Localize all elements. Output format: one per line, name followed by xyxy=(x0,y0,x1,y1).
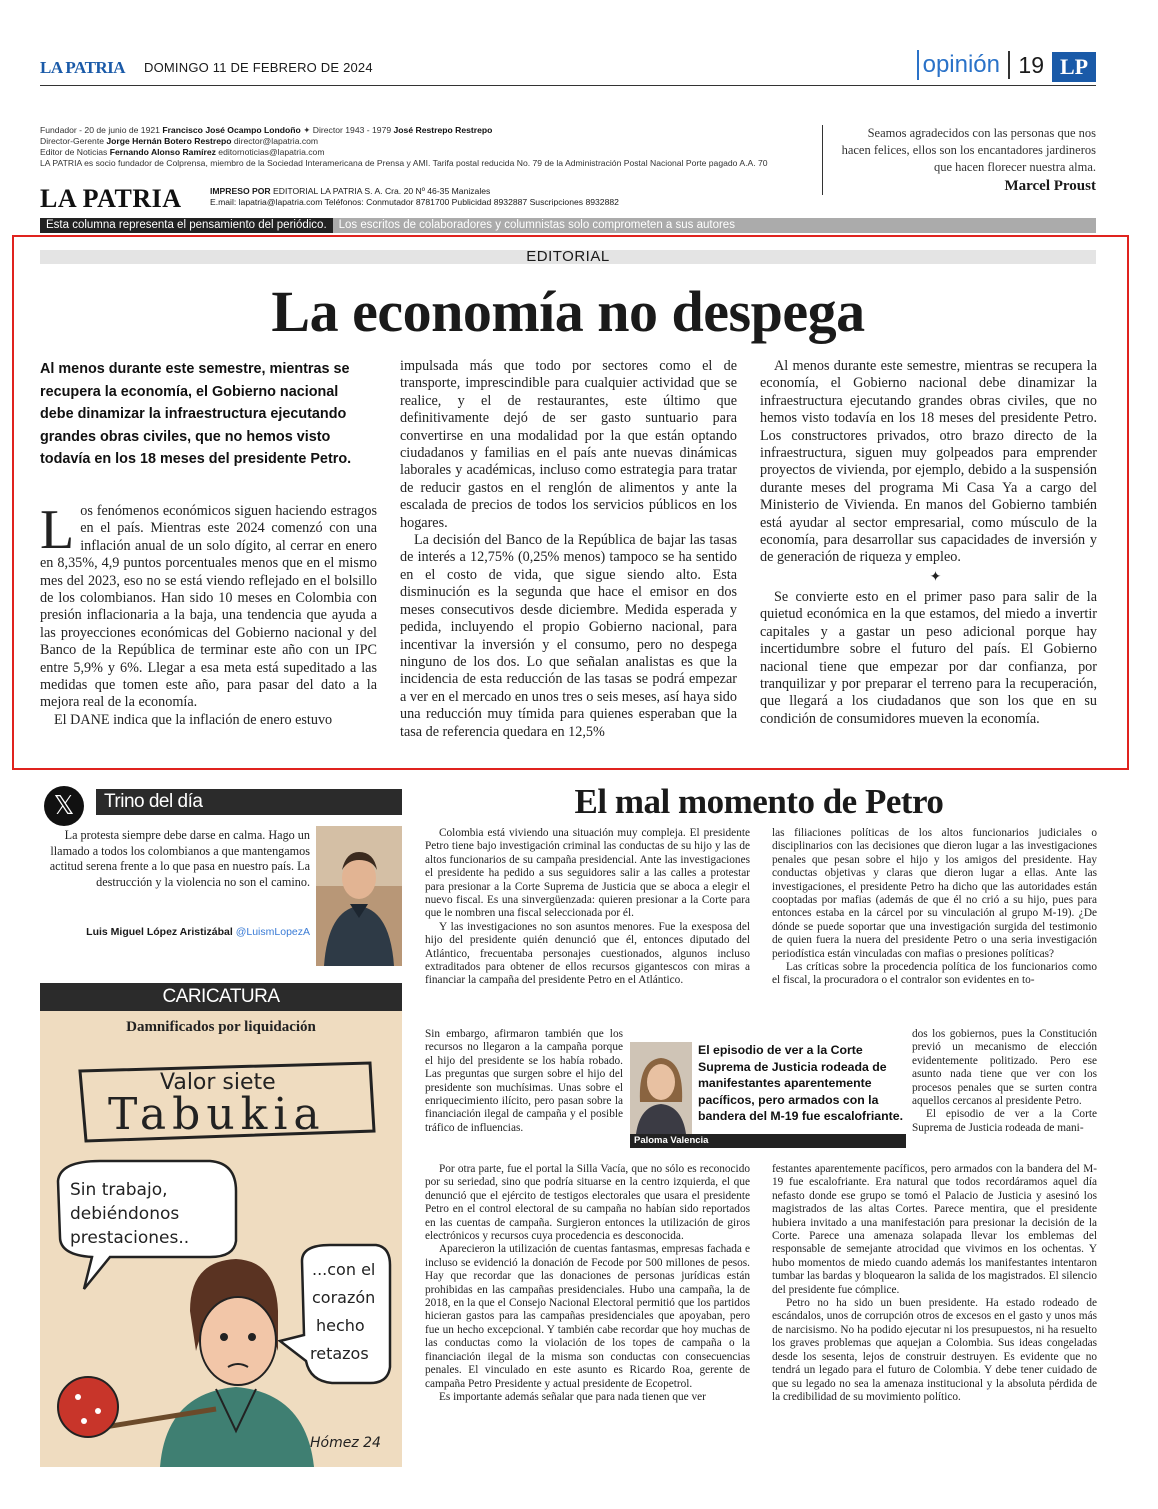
bubble-1-line-1: Sin trabajo, xyxy=(70,1180,168,1200)
column-paragraph: El episodio de ver a la Corte Suprema de Justicia rodeada de mani- xyxy=(912,1108,1097,1134)
lp-badge-icon: LP xyxy=(1052,52,1096,82)
column-body-right-bottom xyxy=(772,1163,1097,1404)
trino-heading: Trino del día xyxy=(96,789,402,815)
quote-text: Seamos agradecidos con las personas que nos hacen felices, ellos son los encantadores jardineros que hacen florecer nuestra alma. xyxy=(841,126,1096,174)
staff-line-membership: LA PATRIA es socio fundador de Colprensa, miembro de la Sociedad Interamericana de Prensa y AMI. Tarifa postal reducida No. 79 de la Administración Postal Nacional Porte pagado A.A. 70 xyxy=(40,158,768,168)
pull-quote-text: El episodio de ver a la Corte Suprema de Justicia rodeada de manifestantes aparentemente pacíficos, pero armados con la bandera del M-19 fue escalofriante. xyxy=(698,1043,904,1123)
editorial-column-3 xyxy=(760,358,1097,728)
editorial-lead: Al menos durante este semestre, mientras se recupera la economía, el Gobierno nacional debe dinamizar la infraestructura ejecutando grandes obras civiles, que no hemos visto todavía en los 18 meses del presidente Petro. xyxy=(40,361,352,467)
author-photo xyxy=(316,826,402,966)
columnist-photo xyxy=(630,1042,692,1134)
column-paragraph: Por otra parte, fue el portal la Silla Vacía, que no sólo es reconocido por su seriedad, sino que podría situarse en la centro izquierda, el que denunció que el ejército de testigos electorales que usara el presidente Petro en el control electoral de su campaña no habían sido reportados en las cuentas de campaña. Surgieron entonces la utilización de giros electrónicos y recursos cuya procedencia es desconocida. xyxy=(425,1163,750,1243)
column-paragraph: festantes aparentemente pacíficos, pero armados con la bandera del M-19 fue escalofriante. Era natural que todos recordáramos aquel día nefasto donde ese grupo se tomó el Palacio de Justicia y asesinó los magistrados de las altas Cortes. Parece mentira, que el presidente hubiera invitado a una manifestación para presionar la decisión de la Corte. Parece una amenaza solapada llevar los emblemas del responsable de semejante atrocidad que vivimos en los ochentas. Y hubo momentos de miedo cuando además los manifestantes intentaron tumbar las bardas y bloquearon la salida de los magistrados. El silencio del presidente fue cómplice. xyxy=(772,1163,1097,1296)
staff-line-editor: Editor de Noticias Fernando Alonso Ramírez editornoticias@lapatria.com xyxy=(40,147,325,157)
cartoon-title: Damnificados por liquidación xyxy=(126,1019,316,1035)
masthead-logo[interactable]: LA PATRIA xyxy=(40,58,126,77)
staff-logo-row xyxy=(40,184,800,213)
pull-quote xyxy=(630,1042,906,1146)
author-photo-illustration xyxy=(316,826,402,966)
staff-line-founder: Fundador - 20 de junio de 1921 Francisco José Ocampo Londoño ✦ Director 1943 - 1979 José Restrepo Restrepo xyxy=(40,125,493,135)
column-paragraph: Y las investigaciones no son asuntos menores. Fue la exesposa del hijo del presidente quién denunció que él, entonces diputado del Atlántico, frecuentaba personajes cuestionados, algunos incluso extraditados para obtener de ellos recursos gigantescos con miras a financiar la campaña del presidente Petro en el Atlántico. xyxy=(425,920,750,987)
column-paragraph: Aparecieron la utilización de cuentas fantasmas, empresas fachada e incluso se evidenció la donación de Fecode por 500 millones de pesos. Hay que recordar que las donaciones de personas jurídicas están prohibidas en las campañas presidenciales. Hubo una campaña, la de 2018, en la que el Consejo Nacional Electoral permitió que los partidos hicieran gastos para las campañas presidenciales que apoyaban, pero fue un hecho excepcional. Y también cabe recordar que hoy muchas de las conductas como la violación de los topes de campaña o la financiación ilegal de la misma son conductas con consecuencias penales. El vinculado en este asunto es Ricardo Roa, gerente de campaña Petro Presidente y actual presidente de Ecopetrol. xyxy=(425,1243,750,1390)
editorial-paragraph: El DANE indica que la inflación de enero estuvo xyxy=(54,711,333,728)
editorial-column-1 xyxy=(40,499,377,729)
editorial-paragraph: Se convierte esto en el primer paso para salir de la quietud económica en la que estamos, del miedo a invertir capitales y a gastar un peso adicional porque hay incertidumbre sobre el futuro del país. El Gobierno nacional tiene que empezar por dar confianza, por tranquilizar y por preparar el terreno para la recuperación, que llegará a los ciudadanos que son los que en su condición de consumidores mueven la economía. xyxy=(760,588,1097,727)
sign-main-text: Tabukia xyxy=(108,1089,326,1140)
quote-author: Marcel Proust xyxy=(1004,178,1096,194)
sign-top-text: Valor siete xyxy=(160,1070,276,1095)
page-number: 19 xyxy=(1008,51,1044,79)
masthead xyxy=(40,50,1096,86)
cartoonist-signature: Hómez 24 xyxy=(310,1435,381,1451)
column-body-right-top xyxy=(772,827,1097,988)
founder-name: Francisco José Ocampo Londoño xyxy=(162,125,301,135)
disclaimer-bar xyxy=(40,218,1096,233)
editorial-paragraph: Los fenómenos económicos siguen haciendo estragos en el país. Mientras este 2024 comenzó con una inflación anual de un solo dígito, al cerrar en enero en 8,35%, 4,9 puntos porcentuales menos que en el mismo mes del 2023, eso no se está viendo reflejado en el bolsillo de los colombianos. Han sido 10 meses en Colombia con presión inflacionaria a la baja, una tendencia que ayuda a las proyecciones económicas del Gobierno nacional y del Banco de la República de terminar este año con un IPC entre 5,9% y 6%. Llegar a esa meta está supeditado a las medidas que tomen este año, para pasar del dato a la mejora real de la economía. xyxy=(40,499,377,711)
columnist-name: Paloma Valencia xyxy=(630,1134,906,1148)
column-paragraph: Colombia está viviendo una situación muy compleja. El presidente Petro tiene bajo investigación criminal las conductas de su hijo y las de altos funcionarios de su campaña presidencial. Ante las investigaciones el presidente ha pedido a sus seguidores salir a las calles a protestar para presionar a la Corte Suprema de Justicia que se aboca a elegir el nuevo fiscal. Es una sinvergüenzada: quieren presionar a la Corte para que le nombren una fiscal seleccionada por él. xyxy=(425,827,750,920)
bubble-2-line-2: corazón xyxy=(312,1288,376,1307)
bubble-1-line-2: debiéndonos xyxy=(70,1204,180,1224)
column-paragraph: Las críticas sobre la procedencia política de los funcionarios como el fiscal, la procuradora o el contralor son evidentes en to- xyxy=(772,961,1097,987)
column-paragraph: Sin embargo, afirmaron también que los recursos no llegaron a la campaña porque el hijo del presidente se los había robado. Las preguntas que surgen sobre el hijo del presidente son muchísimas. Unas sobre el enriquecimiento ilícito, pero pasan sobre la financiación ilegal de campaña y el posible tráfico de influencias. xyxy=(425,1028,623,1134)
column-body-left-bottom xyxy=(425,1163,750,1404)
bubble-2-line-3: hecho xyxy=(316,1316,365,1335)
x-logo-icon: 𝕏 xyxy=(44,786,84,826)
editor-email-link[interactable]: editornoticias@lapatria.com xyxy=(215,147,325,157)
disclaimer-left: Esta columna representa el pensamiento del periódico. xyxy=(40,218,333,233)
editorial-kicker: EDITORIAL xyxy=(40,250,1096,264)
disclaimer-right: Los escritos de colaboradores y columnistas solo comprometen a sus autores xyxy=(333,218,1096,233)
section-label[interactable]: opinión xyxy=(917,50,1000,80)
editorial-paragraph: La decisión del Banco de la República de bajar las tasas de interés a 12,75% (0,25% menos) tampoco se ha sentido en el costo de vida, que sigue siendo alto. Esta disminución es la segunda que hace el emisor en dos meses consecutivos desde diciembre. Medida esperada y pedida, incluyendo el propio Gobierno nacional, para incentivar la inversión y el consumo, pero no despega ninguno de los dos. Lo que señalan analistas es que la incidencia de esta reducción de las tasas se podrá empezar a ver en el mercado en unos tres o seis meses, así haya sido una reducción muy tímida para quienes esperaban que la tasa de referencia quedara en 12,5% xyxy=(400,532,737,740)
trino-handle-link[interactable]: @LuismLopezA xyxy=(235,926,310,938)
diamond-separator-icon: ✦ xyxy=(929,569,942,585)
drop-cap: L xyxy=(40,499,75,561)
publisher-address: IMPRESO POR EDITORIAL LA PATRIA S. A. Cra. 20 Nº 46-35 Manizales E.mail: lapatria@lapatria.com Teléfonos: Conmutador 8781700 Publicidad 8932887 Suscripciones 8932882 xyxy=(210,186,619,207)
column-body-left-wrap xyxy=(425,1028,623,1135)
quote-box xyxy=(822,125,1096,195)
column-paragraph: las filiaciones políticas de los altos funcionarios judiciales o disciplinarios con las decisiones que dieron lugar a las investigaciones penales que pesan sobre el hijo y los amigos del presidente. Hay conductas objetivas y claras que dieron lugar a ellas. Ante las investigaciones, el presidente Petro ha dicho que las autoridades están cooptadas por mafias (además de que él no crió a su hijo, pues para entonces estaba en la cárcel por su vinculación al grupo M-19). ¿De dónde se puede soportar que una investigación surgida del testimonio de quien fuera la nuera del presidente Petro o una seria investigación periodística están vinculadas con mafias o presiones políticas? xyxy=(772,827,1097,960)
column-paragraph: dos los gobiernos, pues la Constitución previó un mecanismo de elección evidentemente politizado. Pero ese asunto nada tiene que ver con los procesos penales que se surten contra aquellos cercanos al presidente Petro. xyxy=(912,1028,1097,1108)
staff-line-manager: Director-Gerente Jorge Hernán Botero Restrepo director@lapatria.com xyxy=(40,136,319,146)
cartoon-illustration xyxy=(40,1011,402,1467)
editorial-title: La economía no despega xyxy=(271,279,865,344)
column-title: El mal momento de Petro xyxy=(574,782,944,821)
editorial-column-2 xyxy=(400,358,737,741)
columnist-photo-illustration xyxy=(630,1042,692,1134)
bubble-2-line-4: retazos xyxy=(310,1344,369,1363)
caricatura-heading: CARICATURA xyxy=(40,983,402,1011)
staff-box xyxy=(40,125,800,169)
manager-email-link[interactable]: director@lapatria.com xyxy=(231,136,319,146)
editorial-paragraph: Al menos durante este semestre, mientras se recupera la economía, el Gobierno nacional debe dinamizar la infraestructura ejecutando grandes obras civiles, que no hemos visto todavía en los 18 meses del presidente Petro. Los constructores privados, otro brazo directo de la infraestructura, siguen muy golpeados para emprender proyectos de vivienda, por ejemplo, debido a la suspensión durante meses del programa Mi Casa Ya a cargo del Ministerio de Vivienda. En manos del Gobierno también está ayudar al sector empresarial, como músculo de la economía, para desarrollar sus capacidades de inversión y de generación de riqueza y empleo. xyxy=(760,358,1097,566)
column-paragraph: Petro no ha sido un buen presidente. Ha estado rodeado de escándalos, unos de corrupción otros de excesos en el gasto y unos más de narcisismo. No ha podido ejecutar ni los presupuestos, ni ha resuelto los graves problemas que aquejan a Colombia. Sus ideas congeladas desde los sesenta, lejos de construir destruyen. Es evidente que no tendrá un legado para el futuro de Colombia. Y debe tener cuidado de que su legado no sea la amenaza institucional y la absoluta pérdida de la credibilidad de su movimiento político. xyxy=(772,1297,1097,1403)
editorial-paragraph: impulsada más que todo por sectores como el de transporte, imprescindible para cualquier actividad que se realice, y el de restaurantes, este último que definitivamente dejó de ser gasto suntuario para convertirse en una modalidad por la que están optando ciudadanos y familias en el país ante nuevas dinámicas laborales y académicas, incluso como estrategia para tratar de reducir gastos en el renglón de alimentos y ante la escalada de precios de todos los servicios públicos en los hogares. xyxy=(400,358,737,531)
column-paragraph: Es importante además señalar que para nada tienen que ver xyxy=(439,1390,706,1403)
bubble-2-line-1: ...con el xyxy=(312,1260,376,1279)
director-name: José Restrepo Restrepo xyxy=(393,125,493,135)
trino-author: Luis Miguel López Aristizábal @LuismLopezA xyxy=(86,926,310,938)
bubble-1-line-3: prestaciones.. xyxy=(70,1228,190,1248)
column-body-right-wrap xyxy=(912,1028,1097,1135)
cartoon xyxy=(40,1011,402,1467)
trino-text: La protesta siempre debe darse en calma. Hago un llamado a todos los colombianos a que mantengamos actitud serena frente a lo que pasa en nuestro país. La destrucción y la violencia no son el camino. xyxy=(49,828,310,889)
contact-line: E.mail: lapatria@lapatria.com Teléfonos: Conmutador 8781700 Publicidad 8932887 Suscripciones 8932882 xyxy=(210,197,619,207)
newspaper-logo: LA PATRIA xyxy=(40,184,182,213)
masthead-date: DOMINGO 11 DE FEBRERO DE 2024 xyxy=(144,60,373,75)
column-body-left-top xyxy=(425,827,750,988)
